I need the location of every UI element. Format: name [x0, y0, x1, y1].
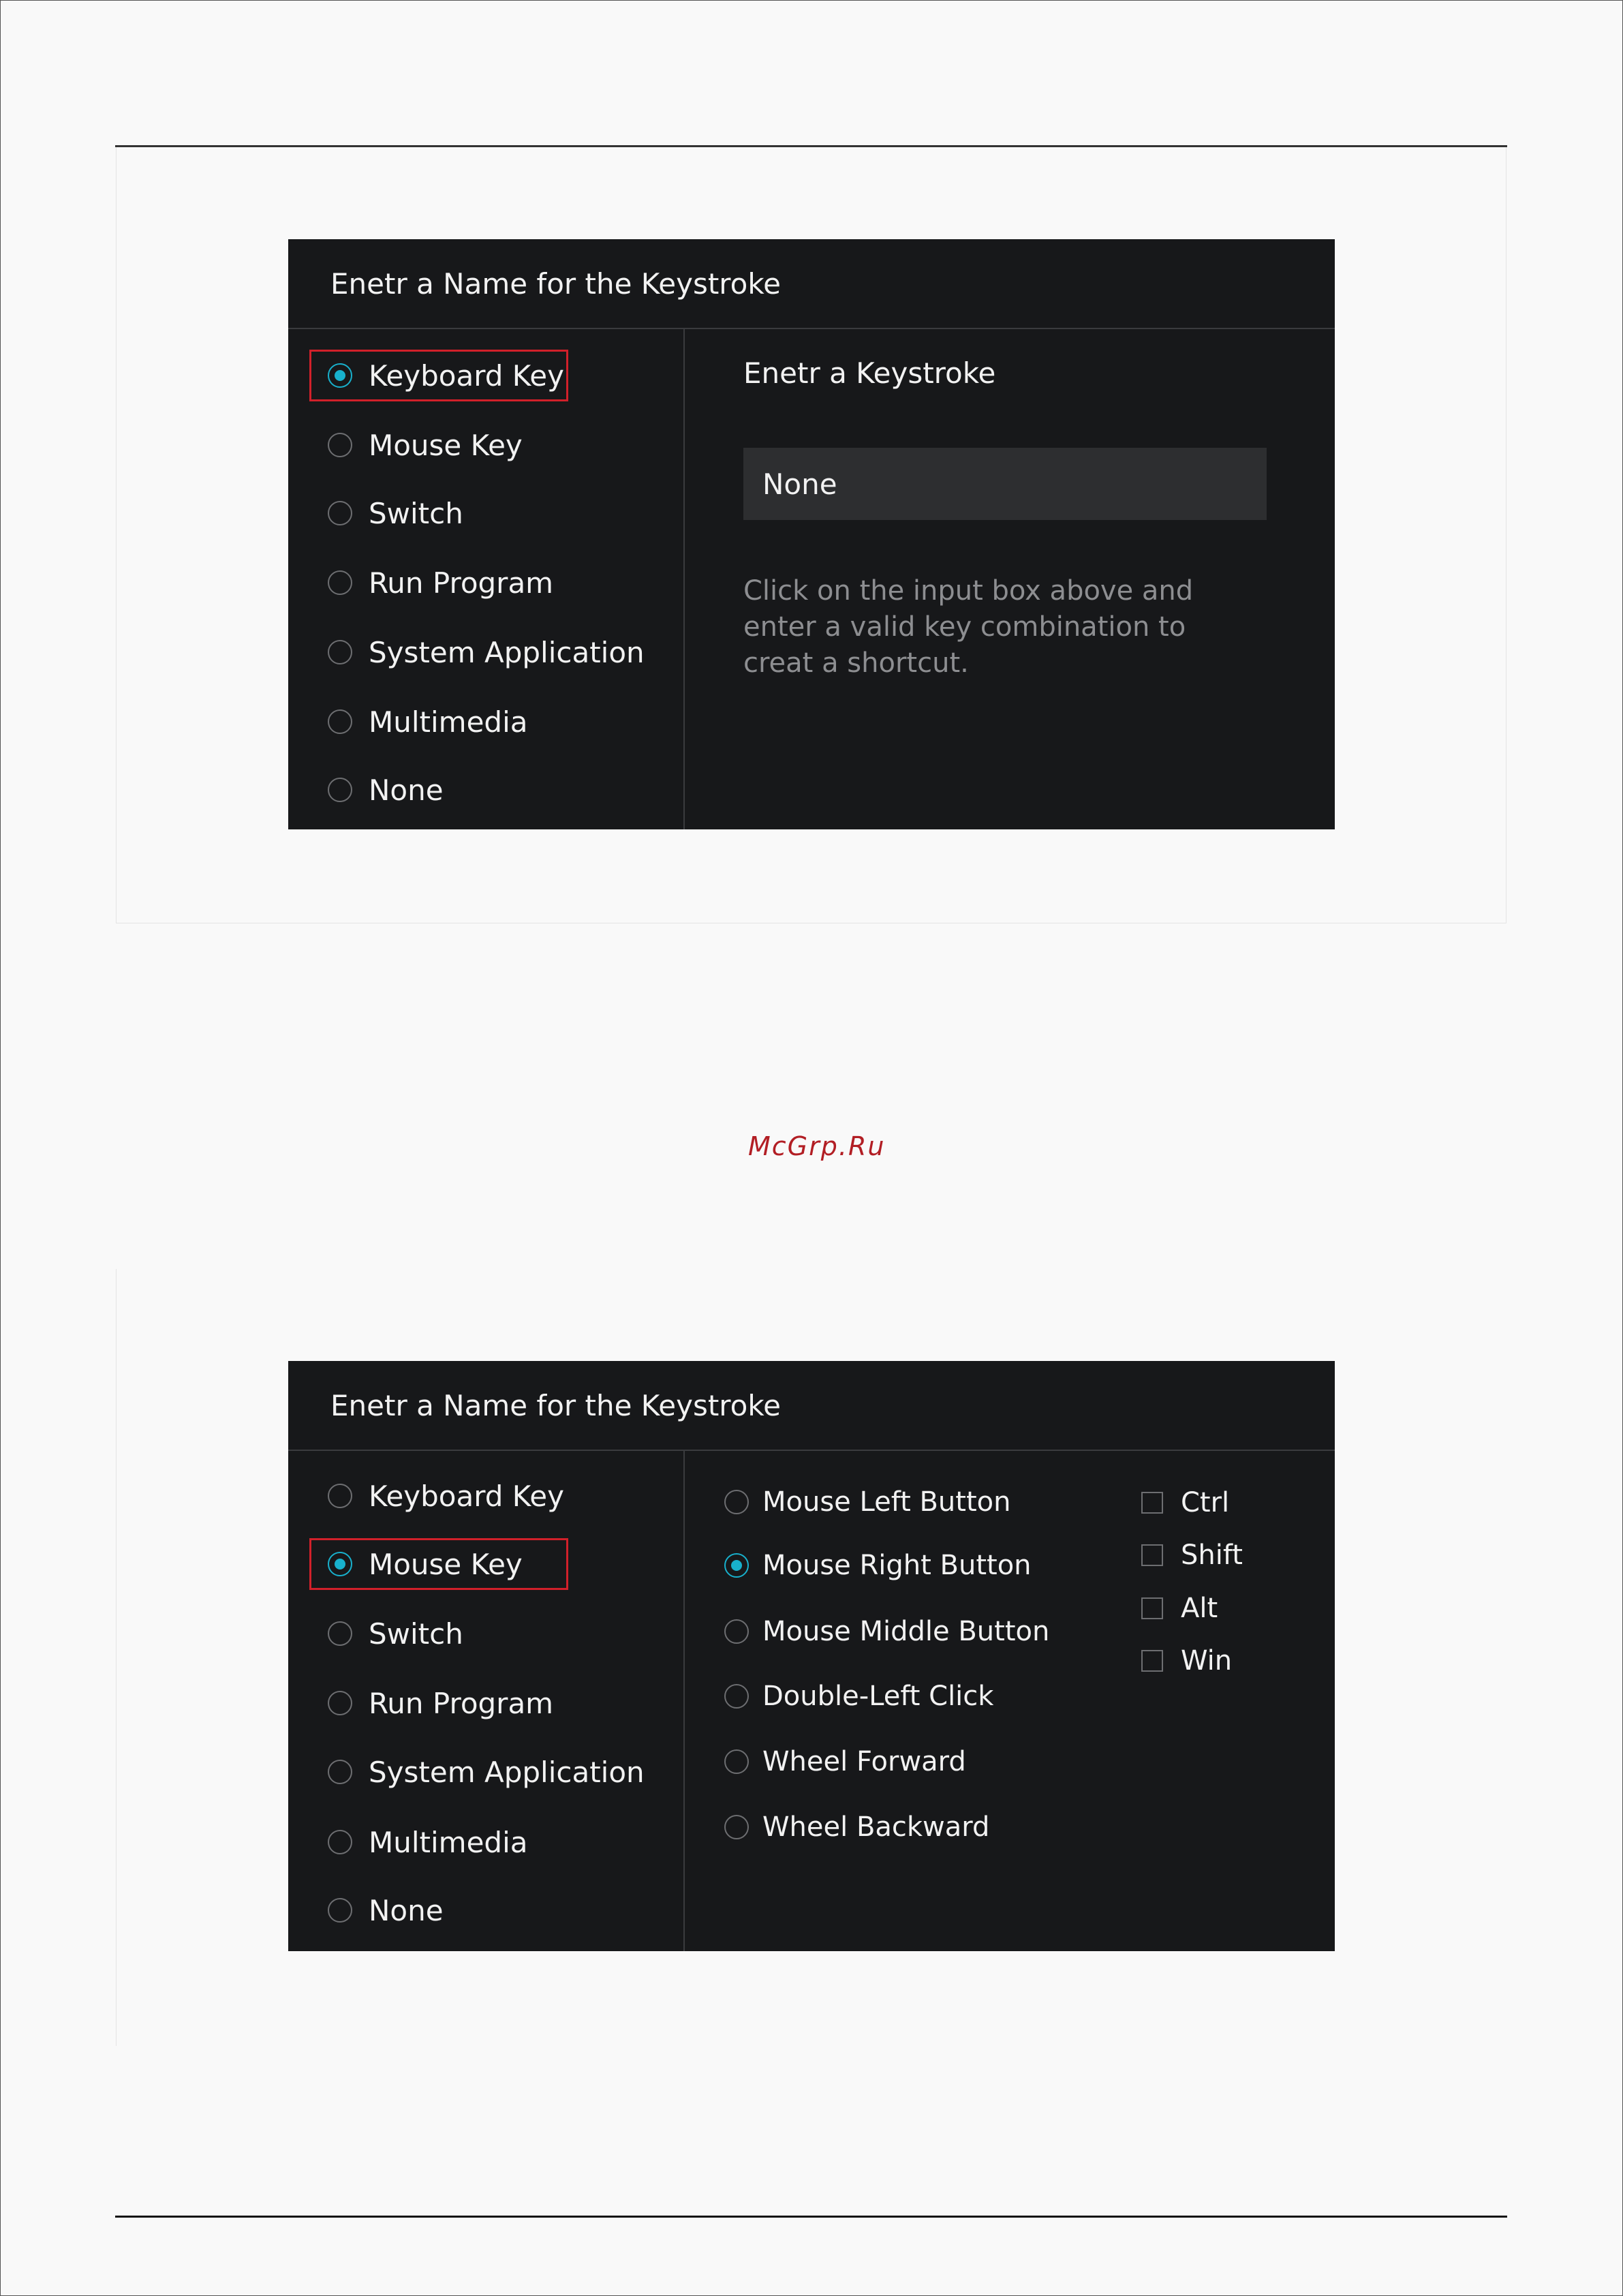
option-mouse-key[interactable]: Mouse Key — [328, 425, 523, 465]
mouse-option-wheel-forward[interactable]: Wheel Forward — [724, 1741, 966, 1782]
modifier-alt[interactable]: Alt — [1141, 1588, 1218, 1629]
option-run-program[interactable]: Run Program — [328, 1683, 553, 1724]
mouse-option-middle-button[interactable]: Mouse Middle Button — [724, 1611, 1049, 1652]
modifier-ctrl[interactable]: Ctrl — [1141, 1482, 1229, 1523]
keystroke-label: Enetr a Keystroke — [743, 356, 996, 390]
radio-icon — [724, 1815, 749, 1839]
radio-icon — [328, 1621, 352, 1646]
keystroke-input[interactable] — [743, 448, 1267, 520]
radio-icon — [328, 640, 352, 664]
option-multimedia[interactable]: Multimedia — [328, 701, 527, 742]
function-type-list — [288, 1451, 685, 1951]
option-switch[interactable]: Switch — [328, 493, 463, 534]
radio-icon — [328, 1691, 352, 1715]
function-type-list — [288, 329, 685, 829]
checkbox-icon — [1141, 1597, 1163, 1619]
option-mouse-key[interactable]: Mouse Key — [328, 1544, 523, 1585]
mouse-option-right-button[interactable]: Mouse Right Button — [724, 1545, 1032, 1586]
keystroke-hint: Click on the input box above and enter a valid key combination to creat a shortcut. — [743, 575, 1194, 679]
radio-selected-icon — [328, 1552, 352, 1576]
radio-icon — [328, 501, 352, 525]
radio-selected-icon — [328, 363, 352, 388]
mouse-option-double-left-click[interactable]: Double-Left Click — [724, 1676, 993, 1717]
radio-icon — [724, 1619, 749, 1644]
radio-icon — [328, 433, 352, 457]
option-switch[interactable]: Switch — [328, 1613, 463, 1654]
radio-icon — [328, 1830, 352, 1854]
watermark: McGrp.Ru — [748, 1131, 886, 1161]
option-keyboard-key[interactable]: Keyboard Key — [328, 355, 564, 396]
radio-icon — [328, 1484, 352, 1508]
radio-icon — [328, 778, 352, 802]
mouse-option-wheel-backward[interactable]: Wheel Backward — [724, 1807, 989, 1848]
radio-icon — [724, 1490, 749, 1514]
footer-rule — [115, 2216, 1507, 2218]
figure-frame-2 — [116, 1269, 117, 2046]
checkbox-icon — [1141, 1492, 1163, 1514]
radio-icon — [328, 1760, 352, 1784]
option-none[interactable]: None — [328, 769, 444, 810]
option-system-application[interactable]: System Application — [328, 632, 645, 673]
checkbox-icon — [1141, 1544, 1163, 1566]
radio-icon — [724, 1749, 749, 1774]
modifier-win[interactable]: Win — [1141, 1640, 1232, 1681]
radio-icon — [328, 570, 352, 595]
modifier-shift[interactable]: Shift — [1141, 1535, 1243, 1576]
radio-selected-icon — [724, 1553, 749, 1578]
mouse-option-left-button[interactable]: Mouse Left Button — [724, 1482, 1010, 1522]
option-multimedia[interactable]: Multimedia — [328, 1822, 527, 1863]
keystroke-dialog-mouse — [288, 1361, 1335, 1951]
radio-icon — [724, 1684, 749, 1709]
keystroke-dialog-keyboard — [288, 239, 1335, 829]
dialog-title: Enetr a Name for the Keystroke — [288, 239, 1335, 329]
option-run-program[interactable]: Run Program — [328, 562, 553, 603]
radio-icon — [328, 1898, 352, 1923]
option-keyboard-key[interactable]: Keyboard Key — [328, 1475, 564, 1516]
option-system-application[interactable]: System Application — [328, 1751, 645, 1792]
checkbox-icon — [1141, 1650, 1163, 1672]
option-none[interactable]: None — [328, 1890, 444, 1931]
radio-icon — [328, 709, 352, 734]
dialog-title: Enetr a Name for the Keystroke — [288, 1361, 1335, 1451]
